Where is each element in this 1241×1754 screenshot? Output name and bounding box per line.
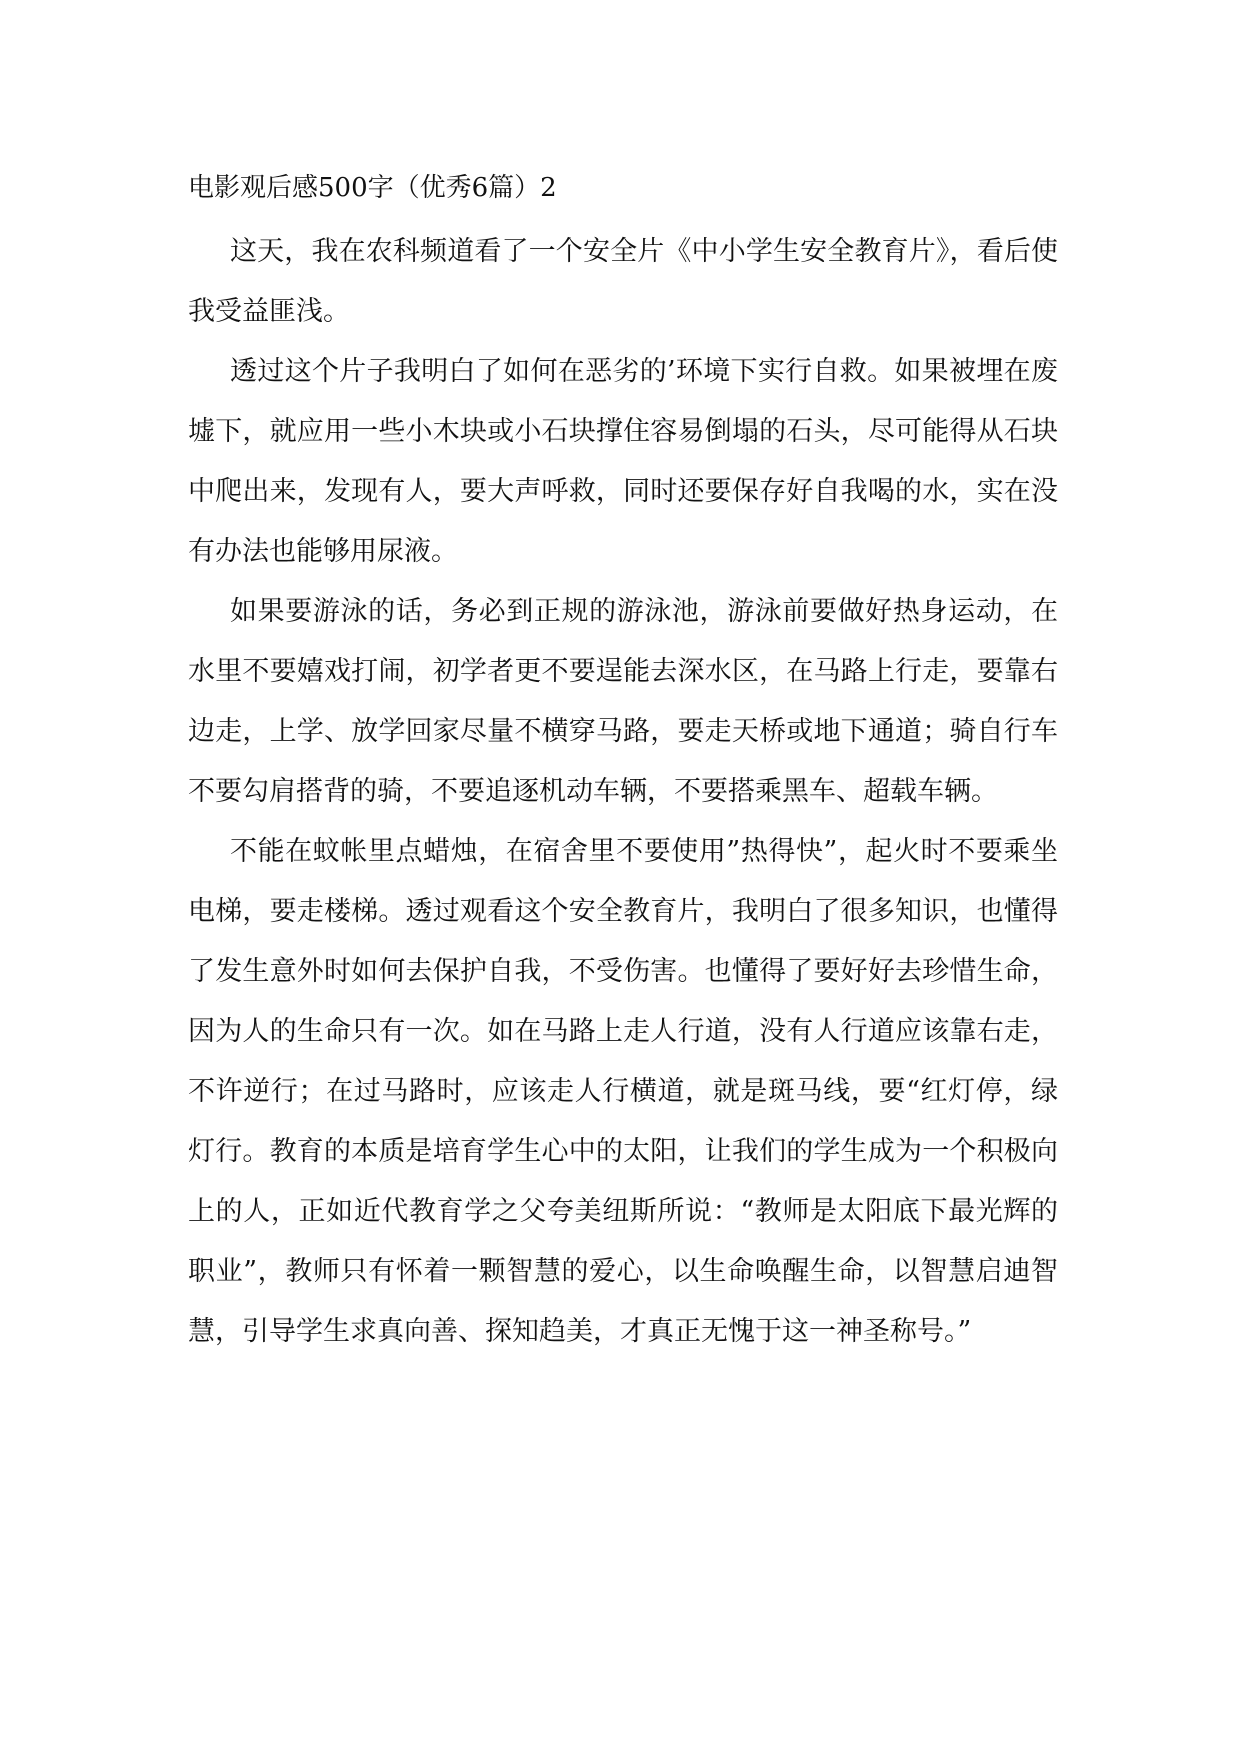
paragraph-2: 透过这个片子我明白了如何在恶劣的’环境下实行自救。如果被埋在废墟下，就应用一些小木块或小石块撑住容易倒塌的石头，尽可能得从石块中爬出来，发现有人，要大声呼救，同时还要保存好自我喝的水，实在没有办法也能够用尿液。 xyxy=(188,356,1058,567)
paragraph-1: 这天，我在农科频道看了一个安全片《中小学生安全教育片》，看后使我受益匪浅。 xyxy=(188,236,1058,327)
paragraph-3: 如果要游泳的话，务必到正规的游泳池，游泳前要做好热身运动，在水里不要嬉戏打闹，初学者更不要逞能去深水区，在马路上行走，要靠右边走，上学、放学回家尽量不横穿马路，要走天桥或地下通道；骑自行车不要勾肩搭背的骑，不要追逐机动车辆，不要搭乘黑车、超载车辆。 xyxy=(188,596,1058,807)
document-body xyxy=(188,158,1058,1362)
paragraph-4: 不能在蚊帐里点蜡烛，在宿舍里不要使用”热得快”，起火时不要乘坐电梯，要走楼梯。透过观看这个安全教育片，我明白了很多知识，也懂得了发生意外时如何去保护自我，不受伤害。也懂得了要好好去珍惜生命，因为人的生命只有一次。如在马路上走人行道，没有人行道应该靠右走，不许逆行；在过马路时，应该走人行横道，就是斑马线，要“红灯停，绿灯行。教育的本质是培育学生心中的太阳，让我们的学生成为一个积极向上的人，正如近代教育学之父夸美纽斯所说：“教师是太阳底下最光辉的职业”，教师只有怀着一颗智慧的爱心，以生命唤醒生命，以智慧启迪智慧，引导学生求真向善、探知趋美，才真正无愧于这一神圣称号。” xyxy=(188,836,1058,1347)
document-title: 电影观后感500字（优秀6篇）2 xyxy=(188,173,557,203)
